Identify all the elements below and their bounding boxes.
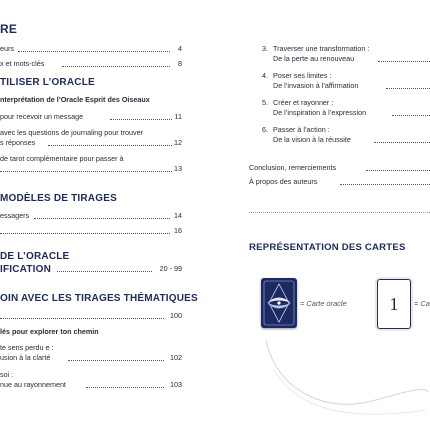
toc-entry-text: te sens perdu e :: [0, 343, 54, 352]
toc-leader: [0, 233, 170, 234]
toc-leader: [18, 51, 170, 52]
toc-title: RE: [0, 22, 18, 36]
toc-page: 8: [178, 59, 182, 68]
oracle-card-label: = Carte oracle: [300, 299, 347, 308]
toc-leader: [57, 271, 152, 272]
toc-item-subtitle: De la perte au renouveau: [273, 54, 355, 63]
numbered-card-image: [377, 279, 411, 329]
toc-leader: [366, 170, 430, 171]
toc-page: 11: [174, 112, 182, 121]
toc-page: 13: [174, 164, 182, 173]
toc-section-heading: TILISER L’ORACLE: [0, 77, 95, 88]
toc-page: 100: [170, 311, 182, 320]
toc-leader: [392, 115, 430, 116]
toc-item-subtitle: De l’inspiration à l’expression: [273, 108, 367, 117]
toc-entry-text: essagers: [0, 211, 30, 220]
toc-page: 103: [170, 380, 182, 389]
numbered-card-label: = Ca: [414, 299, 430, 308]
toc-entry-text: nue au rayonnement: [0, 380, 66, 389]
toc-leader: [0, 318, 164, 319]
toc-section-heading: OIN AVEC LES TIRAGES THÉMATIQUES: [0, 293, 198, 304]
toc-leader: [110, 119, 172, 120]
toc-subheading: nterprétation de l’Oracle Esprit des Oiseaux: [0, 95, 150, 104]
toc-item-title: Traverser une transformation :: [273, 44, 370, 53]
toc-leader: [340, 184, 430, 185]
toc-leader: [0, 171, 172, 172]
toc-page: 20 - 99: [159, 264, 182, 273]
toc-entry-text: x et mots-clés: [0, 59, 45, 68]
toc-page: 14: [174, 211, 182, 220]
toc-leader: [378, 61, 430, 62]
toc-item-number: 5.: [262, 98, 268, 107]
toc-page: 102: [170, 353, 182, 362]
toc-page: 16: [174, 226, 182, 235]
bird-motif-icon: [261, 278, 297, 328]
toc-entry-text: de tarot complémentaire pour passer à: [0, 154, 124, 163]
toc-item-subtitle: De l’invasion à l’affirmation: [273, 81, 359, 90]
toc-leader: [62, 66, 170, 67]
toc-item-title: Créer et rayonner :: [273, 98, 334, 107]
toc-entry-text: soi :: [0, 370, 14, 379]
toc-subheading: lés pour explorer ton chemin: [0, 327, 99, 336]
toc-leader: [86, 387, 164, 388]
card-number: 1: [389, 294, 399, 314]
decorative-swirl: [256, 330, 430, 425]
toc-item-number: 4.: [262, 71, 268, 80]
toc-leader: [374, 142, 430, 143]
toc-entry-text: s réponses: [0, 138, 36, 147]
toc-item-number: 6.: [262, 125, 268, 134]
toc-page: 4: [178, 44, 182, 53]
toc-item-subtitle: De la vision à la réussite: [273, 135, 351, 144]
toc-entry-text: Conclusion, remerciements: [249, 163, 337, 172]
toc-leader: [386, 88, 430, 89]
toc-entry-text: pour recevoir un message: [0, 112, 84, 121]
toc-leader: [68, 360, 164, 361]
oracle-card-back-image: [261, 278, 297, 328]
toc-entry-text: À propos des auteurs: [249, 177, 318, 186]
toc-item-title: Passer à l’action :: [273, 125, 330, 134]
toc-page: 12: [174, 138, 182, 147]
toc-entry-text: avec les questions de journaling pour trouver: [0, 128, 144, 137]
toc-leader: [48, 145, 172, 146]
card-representation-heading: REPRÉSENTATION DES CARTES: [249, 242, 406, 253]
toc-section-heading: DE L’ORACLE: [0, 251, 70, 262]
toc-entry-text: eurs: [0, 44, 14, 53]
toc-item-title: Poser ses limites :: [273, 71, 332, 80]
toc-section-heading: IFICATION: [0, 264, 52, 275]
section-divider: [249, 212, 430, 213]
toc-entry-text: usion à la clarté: [0, 353, 51, 362]
toc-section-heading: MODÈLES DE TIRAGES: [0, 193, 117, 204]
toc-leader: [34, 218, 170, 219]
toc-item-number: 3.: [262, 44, 268, 53]
